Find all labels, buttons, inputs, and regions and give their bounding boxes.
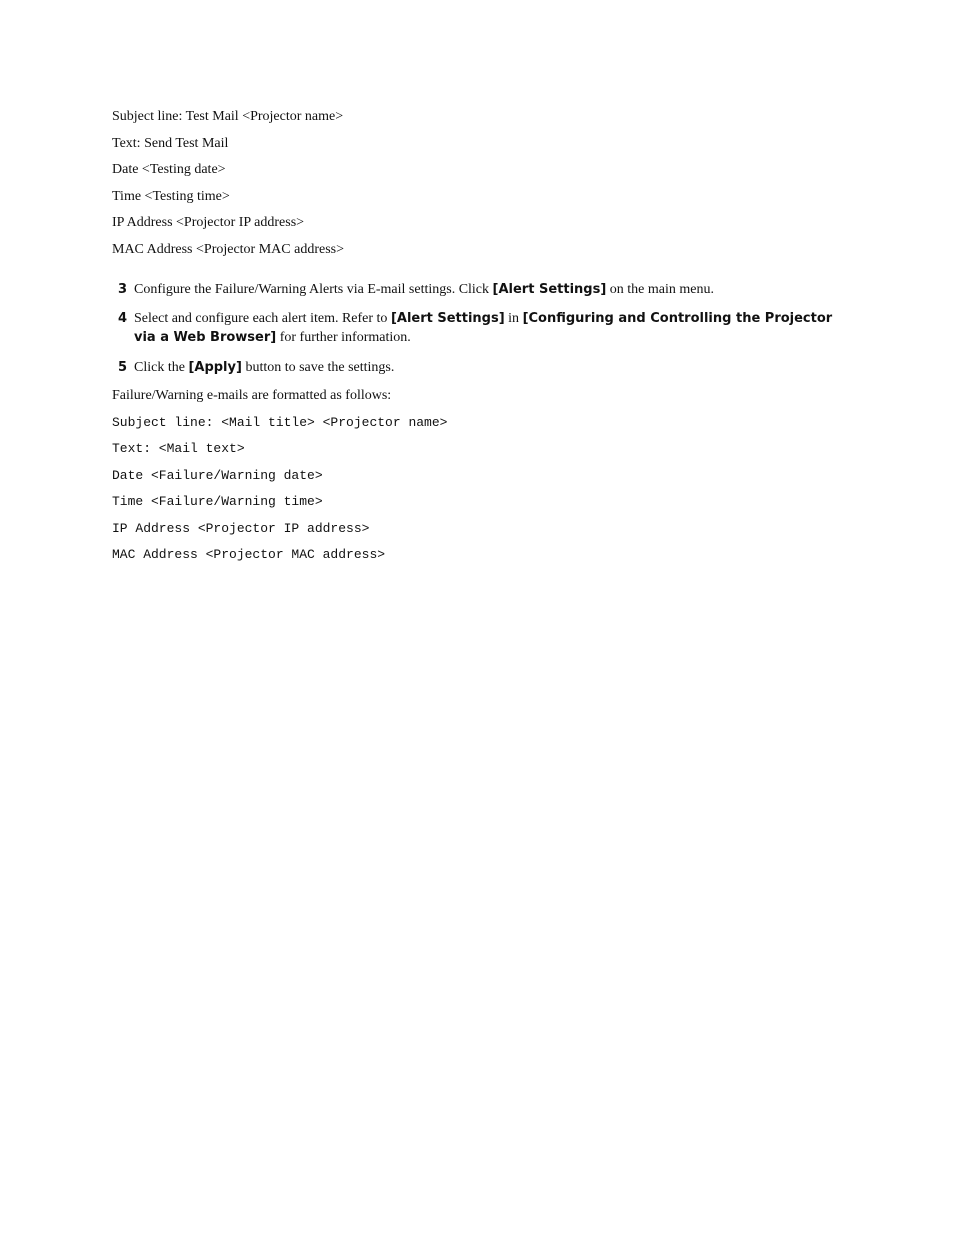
step-text-part: Select and configure each alert item. Refer to <box>134 311 391 326</box>
test-mail-ip-line: IP Address <Projector IP address> <box>112 215 305 230</box>
step-text <box>134 280 848 299</box>
step-text-part: for further information. <box>276 330 411 345</box>
test-mail-mac-line: MAC Address <Projector MAC address> <box>112 242 344 257</box>
step-text-part: Click the <box>134 360 189 375</box>
step-text-part: in <box>504 311 523 326</box>
test-mail-text-line: Text: Send Test Mail <box>112 136 229 151</box>
step-text-part: button to save the settings. <box>241 360 395 375</box>
test-mail-subject-line: Subject line: Test Mail <Projector name> <box>112 109 344 124</box>
failure-mail-text-line: Text: <Mail text> <box>112 441 245 456</box>
step-number: 4 <box>118 311 128 326</box>
failure-mail-time-line: Time <Failure/Warning time> <box>112 494 323 509</box>
failure-mail-date-line: Date <Failure/Warning date> <box>112 468 323 483</box>
apply-button-reference: [Apply] <box>188 360 242 375</box>
step-4 <box>118 309 848 347</box>
web-browser-chapter-reference: [Configuring and Controlling the Projector via a Web Browser] <box>134 311 833 345</box>
step-number: 5 <box>118 360 128 375</box>
failure-mail-ip-line: IP Address <Projector IP address> <box>112 521 370 536</box>
step-3 <box>118 280 848 299</box>
alert-settings-reference: [Alert Settings] <box>390 311 505 326</box>
step-number: 3 <box>118 282 128 297</box>
failure-mail-subject-line: Subject line: <Mail title> <Projector name> <box>112 415 448 430</box>
step-text <box>134 358 848 377</box>
test-mail-time-line: Time <Testing time> <box>112 189 230 204</box>
alert-settings-reference: [Alert Settings] <box>492 282 607 297</box>
step-text <box>134 309 848 347</box>
test-mail-date-line: Date <Testing date> <box>112 162 226 177</box>
step-text-part: Configure the Failure/Warning Alerts via E-mail settings. Click <box>134 282 493 297</box>
failure-mail-intro: Failure/Warning e-mails are formatted as follows: <box>112 388 392 403</box>
failure-mail-mac-line: MAC Address <Projector MAC address> <box>112 547 386 562</box>
step-5 <box>118 358 848 377</box>
step-text-part: on the main menu. <box>606 282 714 297</box>
